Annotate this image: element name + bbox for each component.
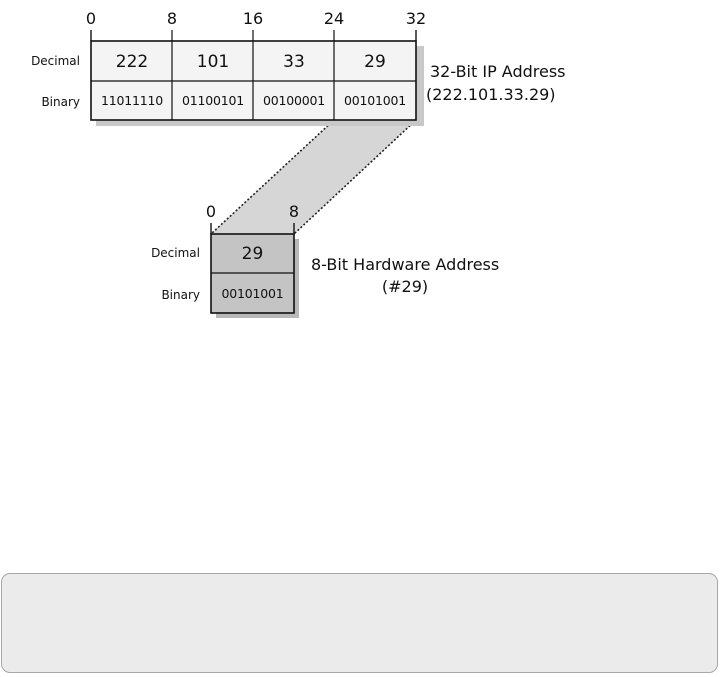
ip-bit-tick-label: 24 — [323, 9, 345, 28]
hw-bit-tick-label: 8 — [288, 202, 300, 221]
ip-bit-tick-label: 16 — [242, 9, 264, 28]
hw-decimal-row-label: Decimal — [151, 246, 200, 260]
hw-decimal-value: 29 — [241, 244, 264, 264]
hw-caption-value: (#29) — [381, 277, 429, 296]
ip-caption-value: (222.101.33.29) — [426, 85, 556, 104]
mapping-connector — [211, 120, 416, 234]
ip-binary-row-label: Binary — [41, 95, 80, 109]
ip-bit-tick-label: 32 — [405, 9, 427, 28]
ip-bit-tick-label: 0 — [85, 9, 97, 28]
ip-octet-1-decimal: 222 — [115, 51, 149, 72]
ip-caption-title: 32-Bit IP Address — [430, 62, 566, 81]
ip-octet-3-decimal: 33 — [283, 51, 305, 72]
ip-octet-3-binary: 00100001 — [262, 93, 326, 108]
ip-bit-tick-label: 8 — [166, 9, 178, 28]
footer-panel — [1, 573, 718, 673]
ip-octet-4-binary: 00101001 — [343, 93, 407, 108]
hw-binary-row-label: Binary — [161, 288, 200, 302]
hw-binary-value: 00101001 — [221, 285, 284, 301]
ip-octet-4-decimal: 29 — [364, 51, 386, 72]
ip-octet-2-binary: 01100101 — [181, 93, 245, 108]
ip-decimal-row-label: Decimal — [31, 54, 80, 68]
hw-caption-title: 8-Bit Hardware Address — [311, 255, 500, 274]
ip-octet-1-binary: 11011110 — [100, 93, 164, 108]
ip-octet-2-decimal: 101 — [196, 51, 230, 72]
hw-bit-tick-label: 0 — [205, 202, 217, 221]
